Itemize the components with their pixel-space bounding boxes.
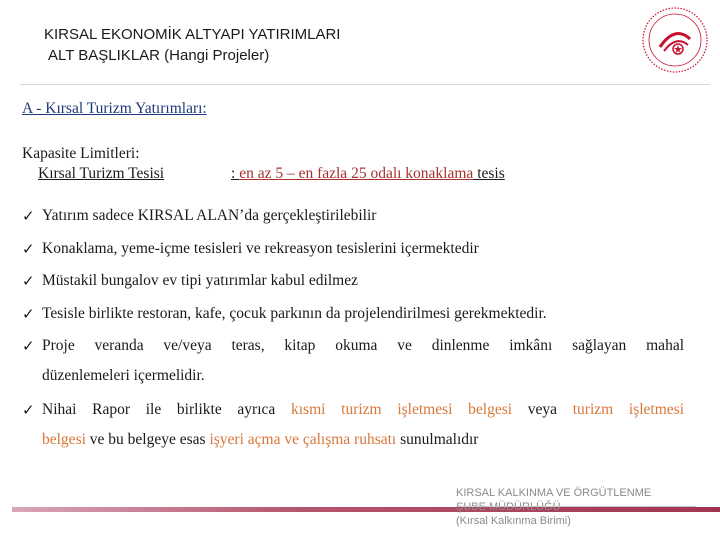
bullet-text xyxy=(22,395,684,455)
bullet-text: Müstakil bungalov ev tipi yatırımlar kabul edilmez xyxy=(42,272,358,289)
footer-line-1: KIRSAL KALKINMA VE ÖRGÜTLENME xyxy=(456,487,652,499)
text-run: sunulmalıdır xyxy=(396,431,479,448)
bullet-item xyxy=(22,299,684,329)
capacity-item-name: Kırsal Turizm Tesisi xyxy=(38,165,165,182)
bullet-text: Yatırım sadece KIRSAL ALAN’da gerçekleştirilebilir xyxy=(42,207,377,224)
bullet-item xyxy=(22,331,684,391)
slide-title xyxy=(44,24,604,66)
footer-unit xyxy=(456,486,696,528)
bullet-text-line: Proje veranda ve/veya teras, kitap okuma ve dinlenme imkânı sağlayan mahal xyxy=(42,337,684,354)
bullet-text-line: düzenlemeleri içermelidir. xyxy=(42,367,205,384)
bullet-text: Konaklama, yeme-içme tesisleri ve rekreasyon tesislerini içermektedir xyxy=(42,240,479,257)
bullet-text: Tesisle birlikte restoran, kafe, çocuk parkının da projelendirilmesi gerekmektedir. xyxy=(42,305,547,322)
text-run: veya xyxy=(512,401,573,418)
title-line-2: ALT BAŞLIKLAR (Hangi Projeler) xyxy=(48,47,270,64)
checkmark-icon: ✓ xyxy=(22,272,35,290)
checkmark-icon: ✓ xyxy=(22,305,35,323)
bullet-item xyxy=(22,266,684,296)
bullet-text-line xyxy=(42,431,478,448)
checkmark-icon: ✓ xyxy=(22,401,35,419)
capacity-value: en az 5 – en fazla 25 odalı konaklama xyxy=(239,165,474,182)
checkmark-icon: ✓ xyxy=(22,207,35,225)
capacity-label: Kapasite Limitleri: xyxy=(22,145,140,162)
footer-strike-line xyxy=(456,506,696,507)
capacity-separator: : xyxy=(231,165,240,182)
ministry-emblem-logo xyxy=(640,5,710,75)
bullet-text xyxy=(22,331,684,391)
header-divider xyxy=(20,84,710,85)
text-run: ve bu belgeye esas xyxy=(85,431,210,448)
section-heading: A - Kırsal Turizm Yatırımları: xyxy=(22,100,207,117)
highlight-partial-license: kısmi turizm işletmesi belgesi xyxy=(290,401,513,418)
capacity-line xyxy=(38,165,505,183)
checkmark-icon: ✓ xyxy=(22,240,35,258)
text-run: Nihai Rapor ile birlikte ayrıca xyxy=(42,401,291,418)
highlight-certificate: belgesi xyxy=(42,431,86,448)
checkmark-icon: ✓ xyxy=(22,337,35,355)
highlight-tourism-license: turizm işletmesi xyxy=(572,401,685,418)
bullet-text-line xyxy=(42,395,684,425)
bullet-item xyxy=(22,234,684,264)
footer-line-3: (Kırsal Kalkınma Birimi) xyxy=(456,515,571,527)
highlight-work-permit: işyeri açma ve çalışma ruhsatı xyxy=(209,431,397,448)
capacity-tail: tesis xyxy=(473,165,505,182)
title-line-1: KIRSAL EKONOMİK ALTYAPI YATIRIMLARI xyxy=(44,26,341,43)
bullet-item xyxy=(22,395,684,455)
footer-line-2: ŞUBE MÜDÜRLÜĞÜ xyxy=(456,501,561,513)
bullet-item xyxy=(22,201,684,231)
